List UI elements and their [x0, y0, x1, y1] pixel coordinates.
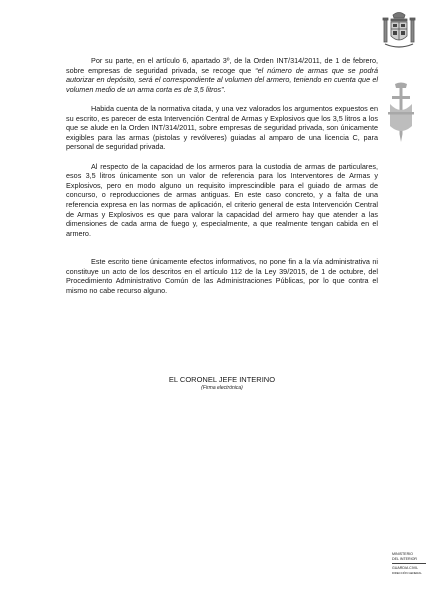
footer-agency-sub: DIRECCIÓN GENERAL — [392, 570, 422, 575]
footer-divider — [392, 563, 426, 564]
paragraph-order-reference-text: Por su parte, en el artículo 6, apartado 3º, de la Orden INT/314/2011, de 1 de febrero, sobre empresas de seguridad privada, se recoge que — [66, 56, 378, 75]
paragraph-informative-notice: Este escrito tiene únicamente efectos informativos, no pone fin a la vía administrativa ni constituye un acto de los descritos en el artículo 112 de la Ley 39/2015, de 1 de octubre, del Procedimiento Administrativo Común de las Administraciones Públicas, por lo que contra el mismo no cabe recurso alguno. — [66, 257, 378, 296]
paragraph-order-reference — [66, 56, 378, 94]
footer-ministry — [392, 552, 436, 575]
footer-ministry-line1: MINISTERIO — [392, 552, 413, 556]
footer-agency: GUARDIA CIVIL — [392, 566, 419, 571]
quoted-regulation: “el número de armas que se podrá autorizar en depósito, será el correspondiente al volumen del armero, teniendo en cuenta que el volumen medio de un arma corta es de 3,5 litros” — [66, 65, 378, 94]
signature-note: (Firma electrónica) — [201, 385, 243, 391]
signature-block — [66, 375, 378, 392]
paragraph-order-reference-end: . — [223, 84, 226, 94]
signature-title: EL CORONEL JEFE INTERINO — [168, 375, 276, 384]
letter-body — [66, 56, 378, 305]
guardia-civil-emblem-icon — [386, 82, 416, 144]
coat-of-arms-icon — [382, 10, 416, 54]
footer-ministry-line2: DEL INTERIOR — [392, 556, 418, 561]
paragraph-assessment: Habida cuenta de la normativa citada, y una vez valorados los argumentos expuestos en su escrito, es parecer de esta Intervención Central de Armas y Explosivos que los 3,5 litros a los que se alude en la Orden INT/314/2011, sobre empresas de seguridad privada, son únicamente exigibles para las armas (pistolas y revólveres) guiadas al amparo de una licencia C, para personal de seguridad privada. — [66, 103, 378, 152]
paragraph-capacity: Al respecto de la capacidad de los armeros para la custodia de armas de particulares, esos 3,5 litros únicamente son un valor de referencia para los Interventores de Armas y Explosivos, pero en modo alguno un requisito imprescindible para el guiado de armas de concurso, o reproducciones de armas antiguas. En este caso concreto, y a falta de una referencia expresa en las normas de aplicación, el criterio general de esta Intervención Central de Armas y Explosivos es que para valorar la capacidad del armero hay que atender a las dimensiones de cada arma de fuego y, especialmente, a que realmente tengan cabida en el armero. — [66, 161, 378, 238]
